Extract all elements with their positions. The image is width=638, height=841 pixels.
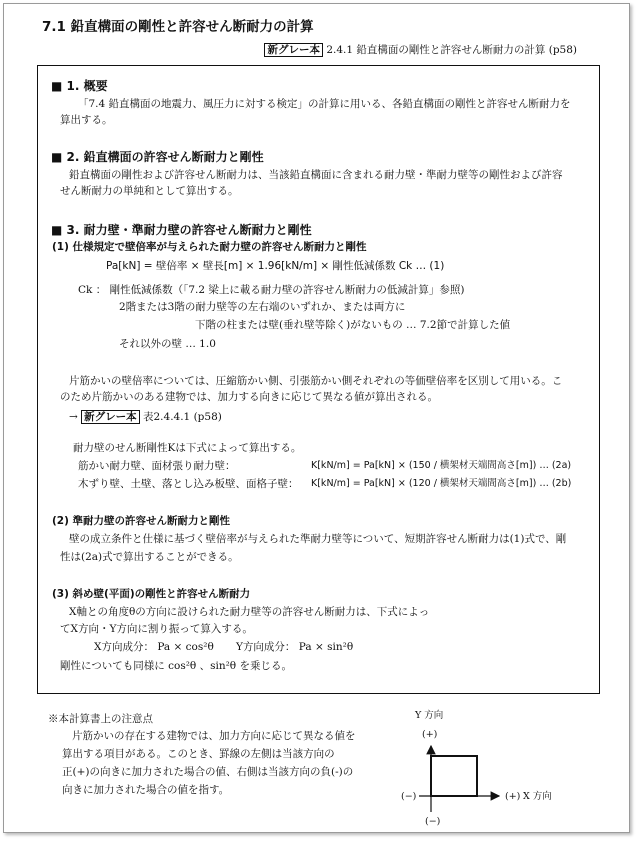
subsection-3-line-2: てX方向・Y方向に割り振って算入する。 [60, 623, 253, 635]
subsection-3-line-3: 剛性についても同様に cos²θ 、sin²θ を乗じる。 [60, 660, 292, 672]
footnote-title: ※本計算書上の注意点 [48, 713, 153, 725]
subsection-2-line-2: 性は(2a)式で算出することができる。 [60, 551, 239, 563]
wall-rectangle [431, 756, 477, 796]
x-component-formula: X方向成分： Pa × cos²θ [94, 641, 214, 653]
footnote-line-1: 片筋かいの存在する建物では、加力方向に応じて異なる値を [72, 730, 356, 742]
stiffness-a-label: 筋かい耐力壁、面材張り耐力壁： [78, 460, 236, 472]
right-arrow-icon: → [69, 411, 78, 423]
subsection-2-heading: (2) 準耐力壁の許容せん断耐力と剛性 [52, 515, 231, 527]
stiffness-intro: 耐力壁のせん断剛性Kは下式によって算出する。 [73, 442, 302, 454]
page-title: 7.1 鉛直構面の剛性と許容せん断耐力の計算 [42, 19, 314, 35]
x-minus-label: (−) [401, 791, 417, 802]
x-axis-label: X 方向 [523, 791, 552, 802]
stiffness-b-formula: K[kN/m] = Pa[kN] × (120 / 横架材天端間高さ[m]) … (2b) [311, 478, 572, 489]
section-3-heading: ■ 3. 耐力壁・準耐力壁の許容せん断耐力と剛性 [51, 223, 312, 237]
arrow-reference-box: 新グレー本 [81, 410, 140, 424]
subsection-3-line-1: X軸との角度θの方向に設けられた耐力壁等の許容せん断耐力は、下式によっ [69, 606, 430, 618]
arrow-reference-text: 表2.4.4.1 (p58) [143, 411, 222, 423]
section-1-line-1: 「7.4 鉛直構面の地震力、風圧力に対する検定」の計算に用いる、各鉛直構面の剛性と許容せん断耐力を [78, 98, 571, 110]
x-plus-label: (+) [505, 791, 521, 802]
subsection-2-line-1: 壁の成立条件と仕様に基づく壁倍率が与えられた準耐力壁等について、短期許容せん断耐力は(1)式で、剛 [69, 533, 567, 545]
ck-line-2: 2階または3階の耐力壁等の左右端のいずれか、または両方に [119, 301, 406, 313]
document-page [3, 3, 630, 833]
footnote-line-4: 向きに加力された場合の値を指す。 [62, 784, 230, 796]
y-minus-label: (−) [425, 816, 441, 827]
ck-line-4: それ以外の壁 … 1.0 [119, 338, 216, 350]
ck-definition: Ck ： 剛性低減係数（「7.2 梁上に載る耐力壁の許容せん断耐力の低減計算」参照) [78, 284, 465, 296]
formula-1: Pa[kN] = 壁倍率 × 壁長[m] × 1.96[kN/m] × 剛性低減係数 Ck … (1) [106, 260, 445, 272]
section-1-heading: ■ 1. 概要 [51, 79, 108, 93]
footnote-line-2: 算出する項目がある。このとき、罫線の左側は当該方向の [62, 748, 335, 760]
section-2-line-1: 鉛直構面の剛性および許容せん断耐力は、当該鉛直構面に含まれる耐力壁・準耐力壁等の剛性および許容 [69, 169, 563, 181]
section-2-heading: ■ 2. 鉛直構面の許容せん断耐力と剛性 [51, 150, 264, 164]
section-3-para-2: のため片筋かいのある建物では、加力する向きに応じて異なる値が算出される。 [60, 391, 438, 403]
reference-line [264, 42, 577, 57]
y-axis-label: Y 方向 [415, 710, 444, 721]
arrow-reference [69, 409, 222, 425]
footnote-line-3: 正(+)の向きに加力された場合の値、右側は当該方向の負(-)の [62, 766, 354, 778]
section-2-line-2: せん断耐力の単純和として算出する。 [60, 185, 239, 197]
stiffness-b-label: 木ずり壁、土壁、落とし込み板壁、面格子壁： [78, 478, 299, 490]
stiffness-a-formula: K[kN/m] = Pa[kN] × (150 / 横架材天端間高さ[m]) … (2a) [311, 460, 572, 471]
reference-book-box: 新グレー本 [264, 43, 323, 57]
section-1-line-2: 算出する。 [60, 114, 113, 126]
y-component-formula: Y方向成分： Pa × sin²θ [236, 641, 354, 653]
subsection-3-heading: (3) 斜め壁(平面)の剛性と許容せん断耐力 [52, 588, 251, 600]
ck-line-3: 下階の柱または壁(垂れ壁等除く)がないもの … 7.2節で計算した値 [195, 319, 511, 331]
y-plus-label: (+) [422, 729, 438, 740]
reference-text: 2.4.1 鉛直構面の剛性と許容せん断耐力の計算 (p58) [326, 44, 577, 56]
section-3-para-1: 片筋かいの壁倍率については、圧縮筋かい側、引張筋かい側それぞれの等価壁倍率を区別して用いる。こ [69, 375, 563, 387]
main-content-box [37, 65, 600, 694]
subsection-1-heading: (1) 仕様規定で壁倍率が与えられた耐力壁の許容せん断耐力と剛性 [52, 241, 367, 253]
direction-diagram [389, 704, 569, 830]
